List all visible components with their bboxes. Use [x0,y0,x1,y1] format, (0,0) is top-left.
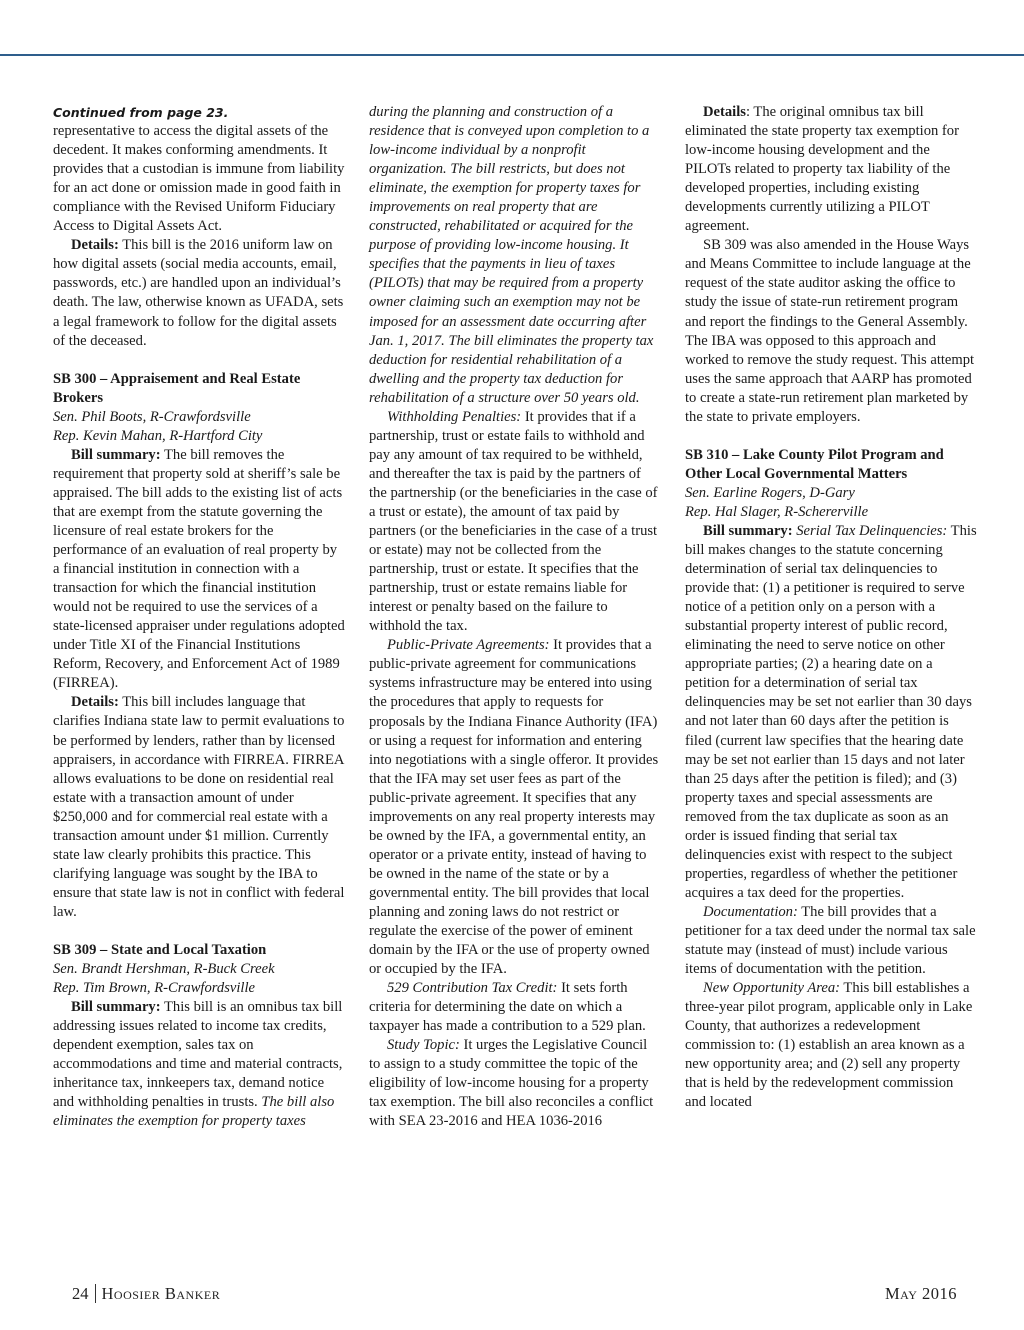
subtopic-text: It provides that a public-private agreement for communications systems infrastructure may be entered into using the procedures that apply to requests for proposals by the Indiana Finance Authority (IFA) or using a request for information and entering into negotiations with a single offeror. It provides that the IFA may set user fees as part of the public-private agreement. It specifies that any improvements on any real property interests may be owned by the IFA, a governmental entity, an operator or a private entity, instead of having to be owned in the name of the state or by a governmental entity. The bill provides that local planning and zoning laws do not restrict or regulate the exercise of the power of eminent domain by the IFA or the use of property owned or occupied by the IFA. [369,637,659,978]
subtopic-label: Serial Tax Delinquencies: [792,522,948,539]
paragraph [53,446,345,694]
publication-name: Hoosier Banker [101,1284,221,1303]
subtopic-text: It sets forth criteria for determining the date on which a taxpayer has made a contribution to a 529 plan. [369,980,646,1035]
continued-label: Continued from page 23. [53,105,229,120]
subtopic-text: This bill establishes a three-year pilot program, applicable only in Lake County, that authorizes a redevelopment commission to: (1) establish an area known as a new opportunity area; and (2) sell any property that is held by the redevelopment commission and located [685,980,973,1111]
summary-label: Bill summary: [71,999,161,1016]
page-number: 24 [72,1284,96,1303]
bill-heading-sb309: SB 309 – State and Local Taxation [53,941,267,958]
paragraph [685,522,977,903]
subtopic-label: New Opportunity Area: [703,980,841,997]
details-label: Details [703,104,746,120]
summary-label: Bill summary: [703,522,793,539]
issue-date: May 2016 [884,1284,957,1303]
paragraph [53,693,345,922]
bill-heading-sb300: SB 300 – Appraisement and Real Estate Brokers [53,370,301,406]
paragraph [369,408,661,637]
subtopic-text: It provides that if a partnership, trust or estate fails to withhold and pay any amount of tax required to be withheld, and thereafter the tax is paid by the partners of the partnership (or the beneficiaries in the case of a trust or estate), the amount of tax paid by partners (or the beneficiaries in the case of a trust or estate) may not be collected from the partnership, trust or estate. It specifies that the partnership, trust or estate remains liable for interest or penalty based on the failure to withhold the tax. [369,408,658,635]
subtopic-label: Withholding Penalties: [387,408,522,425]
paragraph [685,903,977,979]
summary-text: This bill is an omnibus tax bill addressing issues related to income tax credits, dependent exemption, sales tax on accommodations and time and material contracts, inheritance tax, innkeepers tax, demand notice and withholding penalties in trusts. [53,999,343,1111]
sponsor-senator: Sen. Earline Rogers, D-Gary [685,484,855,501]
details-text: This bill is the 2016 uniform law on how digital assets (social media accounts, email, passwords, etc.) are handled upon an individual’s death. The law, otherwise known as UFADA, sets a legal framework to follow for the digital assets of the deceased. [53,237,344,349]
summary-label: Bill summary: [71,446,161,463]
footer-left [72,1284,220,1304]
details-label: Details: [71,694,119,711]
subtopic-label: 529 Contribution Tax Credit: [387,980,558,997]
paragraph: during the planning and construction of a residence that is conveyed upon completion to a low-income individual by a nonprofit organization. The bill restricts, but does not eliminate, the exemption for property taxes for improvements on real property that are constructed, rehabilitated or acquired for the purpose of providing low-income housing. It specifies that the payments in lieu of taxes (PILOTs) that may be required from a property owner claiming such an exemption may not be imposed for an assessment date occurring after Jan. 1, 2017. The bill eliminates the property tax deduction for residential rehabilitation of a dwelling and the property tax deduction for rehabilitation of a structure over 50 years old. [369,104,654,406]
sponsor-representative: Rep. Hal Slager, R-Schererville [685,503,869,520]
paragraph [53,236,345,350]
sponsor-senator: Sen. Phil Boots, R-Crawfordsville [53,408,251,425]
sponsor-senator: Sen. Brandt Hershman, R-Buck Creek [53,961,275,978]
subtopic-label: Study Topic: [387,1037,460,1054]
paragraph [685,979,977,1112]
details-label: Details: [71,237,119,254]
bill-heading-sb310: SB 310 – Lake County Pilot Program and Other Local Governmental Matters [685,446,944,482]
subtopic-text: It urges the Legislative Council to assign to a study committee the topic of the eligibility of low-income housing for a property tax exemption. The bill also reconciles a conflict with SEA 23-2016 and HEA 1036-2016 [369,1037,654,1130]
sponsor-representative: Rep. Kevin Mahan, R-Hartford City [53,427,263,444]
column-1 [53,103,345,1131]
summary-italic-text: The bill also eliminates the exemption for property taxes [53,1094,335,1130]
column-3 [685,103,977,1112]
paragraph: representative to access the digital assets of the decedent. It makes conforming amendments. It provides that a custodian is immune from liability for an act done or omission made in good faith in compliance with the Revised Uniform Fiduciary Access to Digital Assets Act. [53,123,345,235]
subtopic-label: Public-Private Agreements: [387,637,550,654]
paragraph [685,103,977,236]
header-rule [0,54,1024,56]
details-text: : The original omnibus tax bill eliminated the state property tax exemption for low-income housing development and the PILOTs related to property tax liability of the developed properties, including existing developments currently utilizing a PILOT agreement. [685,104,959,235]
sponsor-representative: Rep. Tim Brown, R-Crawfordsville [53,980,256,997]
paragraph: SB 309 was also amended in the House Ways and Means Committee to include language at the request of the state auditor asking the office to study the issue of state-run retirement program and report the findings to the General Assembly. The IBA was opposed to this approach and worked to remove the study request. This attempt uses the same approach that AARP has promoted to create a state-run retirement plan marketed by the state to private employers. [685,237,975,425]
paragraph [369,979,661,1036]
summary-text: The bill removes the requirement that property sold at sheriff’s sale be appraised. The bill adds to the existing list of acts that are exempt from the statute governing the licensure of real estate brokers for the performance of an evaluation of real property by a financial institution in connection with a transaction for which the financial institution would not be required to use the services of a state-licensed appraiser under regulations adopted under Title XI of the Financial Institutions Reform, Recovery, and Enforcement Act of 1989 (FIRREA). [53,446,345,692]
subtopic-label: Documentation: [703,903,798,920]
subtopic-text: The bill provides that a petitioner for a tax deed under the normal tax sale statute may (instead of must) include various items of documentation with the petition. [685,903,976,978]
paragraph [369,1036,661,1131]
column-2 [369,103,661,1132]
summary-text: This bill makes changes to the statute concerning determination of serial tax delinquencies to provide that: (1) a petitioner is required to serve notice of a petition only on a person with a substantial property interest of public record, eliminating the need to serve notice on other appropriate parties; (2) a hearing date on a petition for a determination of serial tax delinquencies may be set not earlier than 30 days and not later than 60 days after the petition is filed (current law specifies that the hearing date may be set not earlier than 15 days and not later than 25 days after the petition is filed); and (3) property taxes and special assessments are removed from the tax duplicate as soon as an order is issued finding that serial tax delinquencies exist with respect to the subject properties, regardless of whether the petitioner acquires a tax deed for the properties. [685,522,977,901]
paragraph [53,998,345,1131]
paragraph [369,636,661,979]
details-text: This bill includes language that clarifies Indiana state law to permit evaluations to be performed by lenders, rather than by licensed appraisers, in accordance with FIRREA. FIRREA allows evaluations to be done on residential real estate with a transaction amount of under $250,000 and for commercial real estate with a transaction amount under $1 million. Currently state law clearly prohibits this practice. This clarifying language was sought by the IBA to ensure that state law is not in conflict with federal law. [53,694,345,920]
